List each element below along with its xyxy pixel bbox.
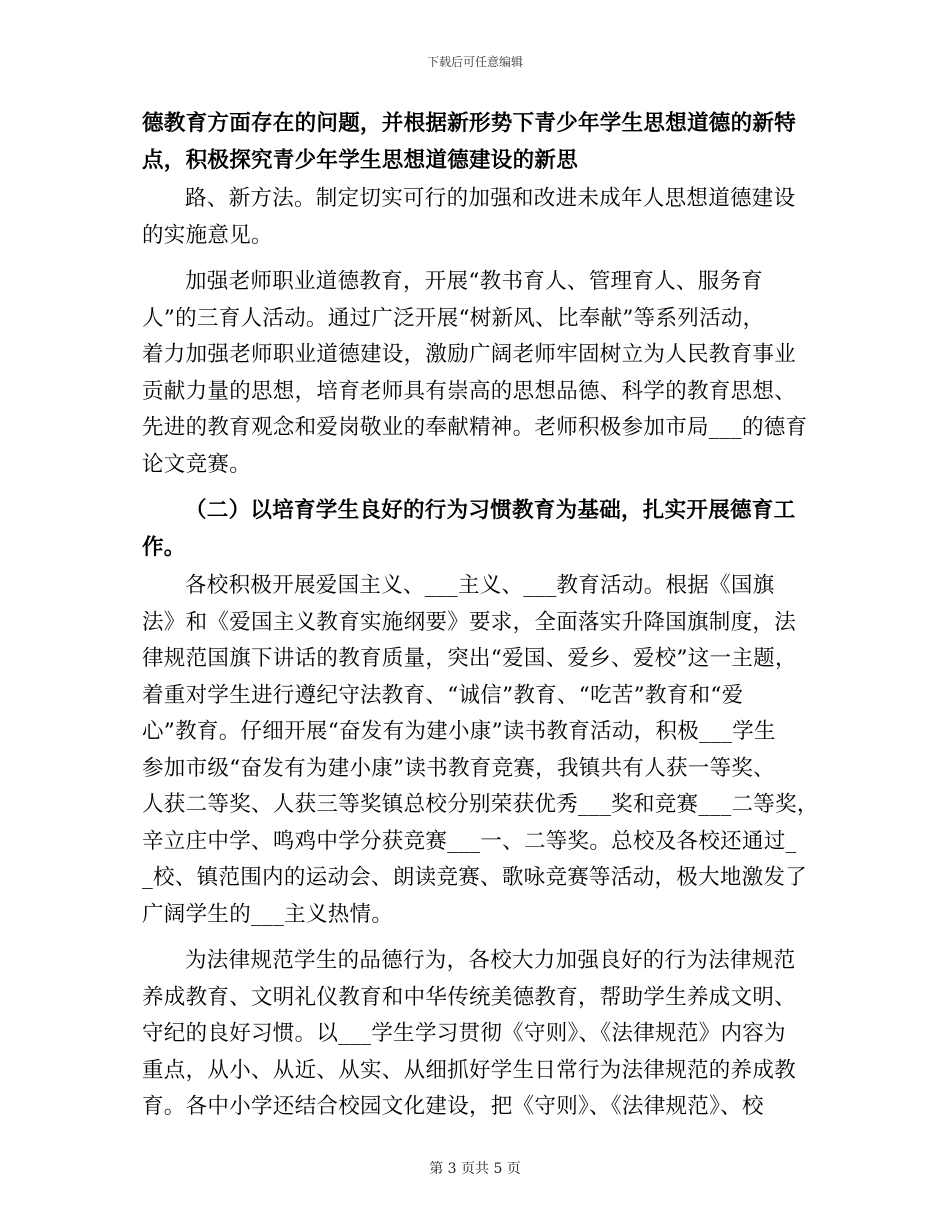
text-line: 论文竞赛。 [142, 451, 252, 477]
text-line: 先进的教育观念和爱岗敬业的奉献精神。老师积极参加市局___的德育 [142, 415, 808, 440]
text-line: 广阔学生的___主义热情。 [142, 901, 394, 927]
page-header: 下载后可任意编辑 [426, 55, 523, 69]
text-line: 点，积极探究青少年学生思想道德建设的新思 [142, 147, 579, 173]
text-line: 律规范国旗下讲话的教育质量，突出“爱国、爱乡、爱校”这一主题， [142, 646, 797, 671]
paragraph-2 [142, 181, 810, 254]
text-line: 心”教育。仔细开展“奋发有为建小康”读书教育活动，积极___学生 [142, 719, 776, 744]
text-line: 辛立庄中学、鸣鸡中学分获竞赛___一、二等奖。总校及各校还通过_ [142, 828, 797, 854]
text-line: 路、新方法。制定切实可行的加强和改进未成年人思想道德建设 [185, 186, 796, 211]
section-heading [142, 493, 810, 566]
text-line: 参加市级“奋发有为建小康”读书教育竞赛，我镇共有人获一等奖、 [142, 755, 775, 781]
paragraph-4 [142, 568, 819, 933]
text-line: 人获二等奖、人获三等奖镇总校分别荣获优秀___奖和竞赛___二等奖， [142, 792, 819, 817]
text-line: 守纪的良好习惯。以___学生学习贯彻《守则》、《法律规范》内容为 [142, 1021, 786, 1046]
text-line: 的实施意见。 [142, 222, 273, 248]
paragraph-3 [142, 264, 810, 483]
text-line: 养成教育、文明礼仪教育和中华传统美德教育，帮助学生养成文明、 [142, 984, 797, 1010]
text-line: 德教育方面存在的问题，并根据新形势下青少年学生思想道德的新特 [142, 111, 797, 136]
document-body [142, 106, 819, 1126]
text-line: 着重对学生进行遵纪守法教育、“诚信”教育、“吃苦”教育和“爱 [142, 682, 744, 708]
text-line: 重点，从小、从近、从实、从细抓好学生日常行为法律规范的养成教 [142, 1057, 797, 1083]
page-footer: 第 3 页共 5 页 [429, 1161, 521, 1177]
text-line: 法》和《爱国主义教育实施纲要》要求，全面落实升降国旗制度，法 [142, 609, 797, 635]
text-line: _校、镇范围内的运动会、朗读竞赛、歌咏竞赛等活动，极大地激发了 [142, 865, 808, 890]
text-line: 加强老师职业道德教育，开展“教书育人、管理育人、服务育 [185, 269, 764, 294]
heading-line: （二）以培育学生良好的行为习惯教育为基础，扎实开展德育工 [185, 498, 796, 523]
text-line: 着力加强老师职业道德建设，激励广阔老师牢固树立为人民教育事业 [142, 342, 797, 367]
text-line: 贡献力量的思想，培育老师具有崇高的思想品德、科学的教育思想、 [142, 378, 797, 404]
text-line: 育。各中小学还结合校园文化建设，把《守则》、《法律规范》、校 [142, 1094, 764, 1119]
paragraph-1 [142, 106, 810, 179]
heading-line: 作。 [142, 534, 186, 560]
text-line: 各校积极开展爱国主义、___主义、___教育活动。根据《国旗 [185, 573, 775, 598]
paragraph-5 [142, 943, 810, 1126]
text-line: 为法律规范学生的品德行为，各校大力加强良好的行为法律规范 [185, 948, 796, 973]
text-line: 人”的三育人活动。通过广泛开展“树新风、比奉献”等系列活动， [142, 305, 765, 331]
